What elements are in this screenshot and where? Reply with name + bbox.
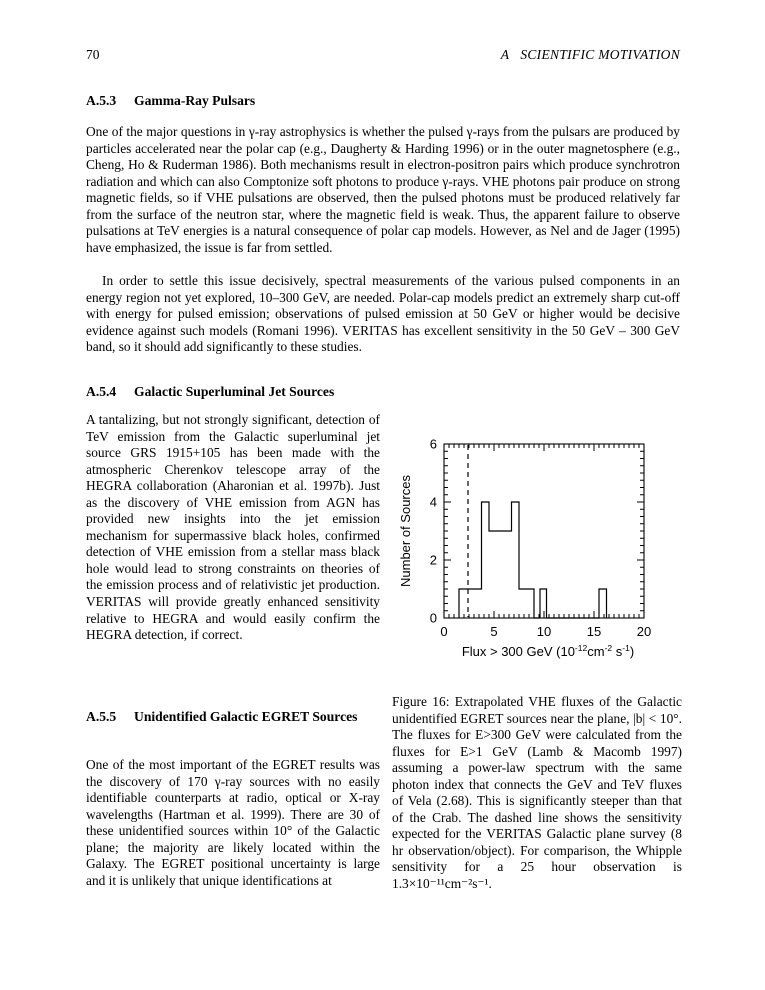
section-number-a54: A.5.4 [86, 384, 117, 399]
plot-frame [444, 444, 644, 618]
running-head-title [501, 46, 680, 64]
paragraph-a54-1: A tantalizing, but not strongly significant, detection of TeV emission from the Galactic superluminal jet source GRS 1915+105 has been made with the atmospheric Cherenkov telescope array of the HEGRA collaboration (Aharonian et al. 1997b). Just as the discovery of VHE emission from AGN has provided new insights into the jet emission mechanism for supermassive black holes, confirmed detection of VHE emission from a stellar mass black hole would lead to strong constraints on theories of the emission process and of relativistic jet production. VERITAS will provide greatly enhanced sensitivity relative to HEGRA and would easily confirm the HEGRA detection, if correct. [86, 412, 380, 643]
figure-caption [392, 694, 682, 893]
running-head-section-marker: A [500, 47, 510, 62]
figure-label: Figure 16: [392, 694, 450, 709]
svg-text:10: 10 [536, 624, 552, 639]
section-number-a53: A.5.3 [86, 93, 117, 108]
histogram-chart [398, 432, 682, 680]
section-title-a55: Unidentified Galactic EGRET Sources [134, 709, 358, 724]
paragraph-a53-2: In order to settle this issue decisively, spectral measurements of the various pulsed components in an energy region not yet explored, 10–300 GeV, are needed. Polar-cap models predict an extremely sharp cut-off with energy for pulsed emission; observations of pulsed emission at 50 GeV or higher would be decisive evidence against such models (Romani 1996). VERITAS has excellent sensitivity in the 50 GeV – 300 GeV band, so it should add significantly to these studies. [86, 273, 680, 355]
y-tick-labels [430, 437, 437, 626]
page-number: 70 [86, 47, 100, 62]
svg-text:0: 0 [429, 610, 437, 626]
figure-16 [398, 432, 682, 680]
section-title-a54: Galactic Superluminal Jet Sources [134, 384, 335, 399]
svg-text:2: 2 [429, 552, 437, 568]
axis-ticks [444, 444, 644, 618]
histogram-outline [459, 502, 607, 618]
svg-text:6: 6 [429, 436, 437, 452]
y-axis-label: Number of Sources [398, 475, 413, 587]
section-heading-a54 [86, 383, 380, 400]
svg-text:0: 0 [440, 624, 448, 639]
svg-text:15: 15 [586, 624, 602, 639]
section-heading-a53 [86, 92, 680, 109]
section-heading-a55 [86, 708, 380, 725]
paragraph-a53-1: One of the major questions in γ-ray astrophysics is whether the pulsed γ-rays from the pulsars are produced by particles accelerated near the polar cap (e.g., Daugherty & Harding 1996) or in the outer magnetosphere (e.g., Cheng, Ho & Ruderman 1986). Both mechanisms result in electron-positron pairs which produce synchrotron radiation and which can also Comptonize soft photons to produce γ-rays. VHE photons pair produce on strong magnetic fields, so if VHE pulsations are observed, then the pulsed photons must be produced relatively far from the surface of the neutron star, where the magnetic field is weak. Thus, the apparent failure to observe pulsations at TeV energies is a natural consequence of polar cap models. However, as Nel and de Jager (1995) have emphasized, the issue is far from settled. [86, 124, 680, 255]
x-tick-labels [440, 624, 651, 639]
paragraph-a55-1: One of the most important of the EGRET results was the discovery of 170 γ-ray sources with no easily identifiable counterparts at radio, optical or X-ray wavelengths (Hartman et al. 1999). There are 30 of these unidentified sources within 10° of the Galactic plane; the majority are likely located within the Galaxy. The EGRET positional uncertainty is large and it is unlikely that unique identifications at [86, 757, 380, 888]
section-number-a55: A.5.5 [86, 709, 117, 724]
section-title-a53: Gamma-Ray Pulsars [134, 93, 256, 108]
running-head [86, 46, 680, 64]
figure-caption-text: Extrapolated VHE fluxes of the Galactic unidentified EGRET sources near the plane, |b| < 10°. The fluxes for E>300 GeV were calculated from the fluxes for E>1 GeV (Lamb & Macomb 1997) assuming a power-law spectrum with the same photon index that connects the GeV and TeV fluxes of Vela (2.68). This is significantly steeper than that of the Crab. The dashed line shows the sensitivity expected for the VERITAS Galactic plane survey (8 hr observation/object). For comparison, the Whipple sensitivity for a 25 hour observation is 1.3×10⁻¹¹cm⁻²s⁻¹. [392, 694, 682, 892]
svg-text:20: 20 [636, 624, 652, 639]
svg-text:5: 5 [490, 624, 498, 639]
running-head-section-title: SCIENTIFIC MOTIVATION [520, 47, 680, 62]
svg-text:4: 4 [429, 494, 437, 510]
x-axis-label: Flux > 300 GeV ($10^{-12}cm^{-2}$ $s^{-1}$) [461, 643, 635, 659]
